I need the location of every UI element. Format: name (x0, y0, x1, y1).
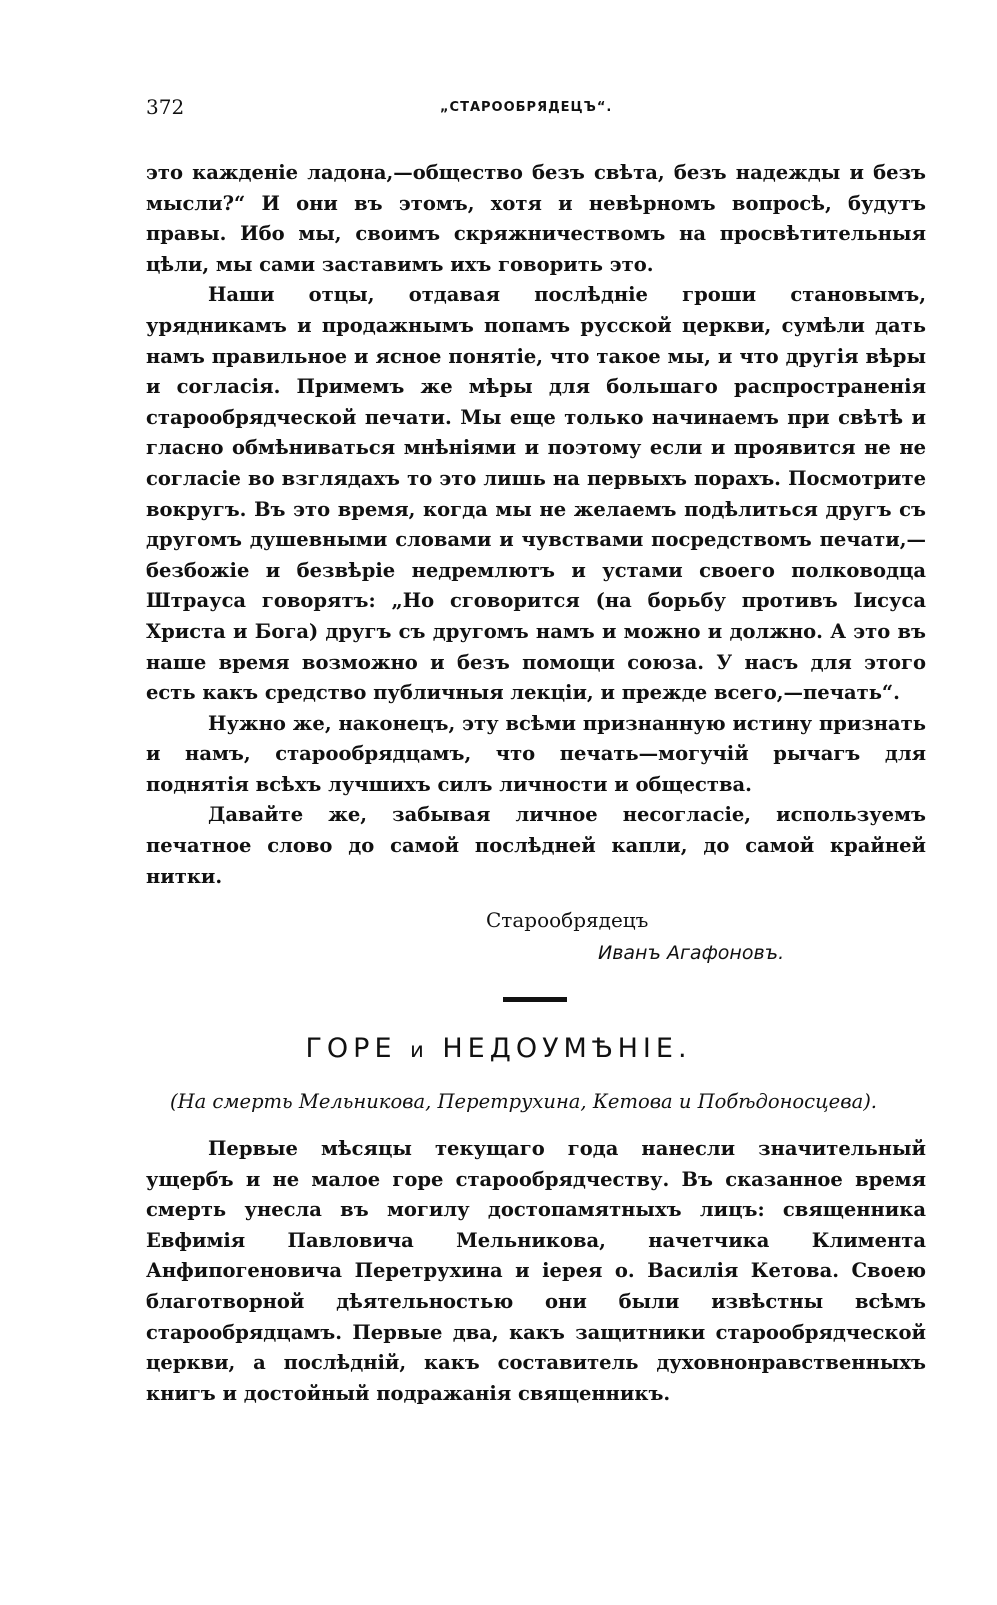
section-divider (503, 997, 567, 1002)
paragraph: Наши отцы, отдавая послѣдніе гроши становымъ, урядникамъ и продажнымъ попамъ русской церкви, сумѣли дать намъ правильное и ясное понятіе, что такое мы, и что другія вѣры и согласія. Примемъ же мѣры для большаго распространенія старообрядческой печати. Мы еще только начинаемъ при свѣтѣ и гласно обмѣниваться мнѣніями и поэтому если и проявится не не согласіе во взглядахъ то это лишь на первыхъ порахъ. Посмотрите вокругъ. Въ это время, когда мы не желаемъ подѣлиться другъ съ другомъ душевными словами и чувствами посредствомъ печати,—безбожіе и безвѣріе недремлютъ и устами своего полководца Штрауса говорятъ: „Но сговорится (на борьбу противъ Іисуса Христа и Бога) другъ съ другомъ намъ и можно и должно. А это въ наше время возможно и безъ помощи союза. У насъ для этого есть какъ средство публичныя лекціи, и прежде всего,—печать“. (146, 283, 926, 705)
running-head: „СТАРООБРЯДЕЦЪ“. (440, 100, 613, 115)
article-2-body (146, 1134, 926, 1409)
section-subtitle: (На смерть Мельникова, Перетрухина, Кетова и Побѣдоносцева). (170, 1090, 878, 1113)
title-word-1: ГОРЕ (305, 1033, 397, 1064)
paragraph: Первые мѣсяцы текущаго года нанесли значительный ущербъ и не малое горе старообрядчеству. Въ сказанное время смерть унесла въ могилу достопамятныхъ лицъ: священника Евфимія Павловича Мельникова, начетчика Климента Анфипогеновича Перетрухина и іерея о. Василія Кетова. Своею благотворной дѣятельностью они были извѣстны всѣмъ старообрядцамъ. Первые два, какъ защитники старообрядческой церкви, а послѣдній, какъ составитель духовнонравственныхъ книгъ и достойный подражанія священникъ. (146, 1137, 926, 1405)
signature-title: Старообрядецъ (486, 908, 649, 932)
paragraph: Нужно же, наконецъ, эту всѣми признанную истину признать и намъ, старообрядцамъ, что печать—могучій рычагъ для поднятія всѣхъ лучшихъ силъ личности и общества. (146, 711, 926, 796)
section-title (0, 1033, 997, 1064)
paragraph: это кажденіе ладона,—общество безъ свѣта, безъ надежды и безъ мысли?“ И они въ этомъ, хотя и невѣрномъ вопросѣ, будутъ правы. Ибо мы, своимъ скряжничествомъ на просвѣтительныя цѣли, мы сами заставимъ ихъ говорить это. (146, 161, 926, 276)
title-conjunction: и (410, 1038, 429, 1062)
page-number: 372 (146, 95, 185, 119)
article-body (146, 158, 926, 892)
title-word-2: НЕДОУМѢНІЕ. (442, 1033, 692, 1064)
paragraph: Давайте же, забывая личное несогласіе, используемъ печатное слово до самой послѣдней капли, до самой крайней нитки. (146, 803, 926, 888)
signature-name: Иванъ Агафоновъ. (598, 942, 785, 964)
